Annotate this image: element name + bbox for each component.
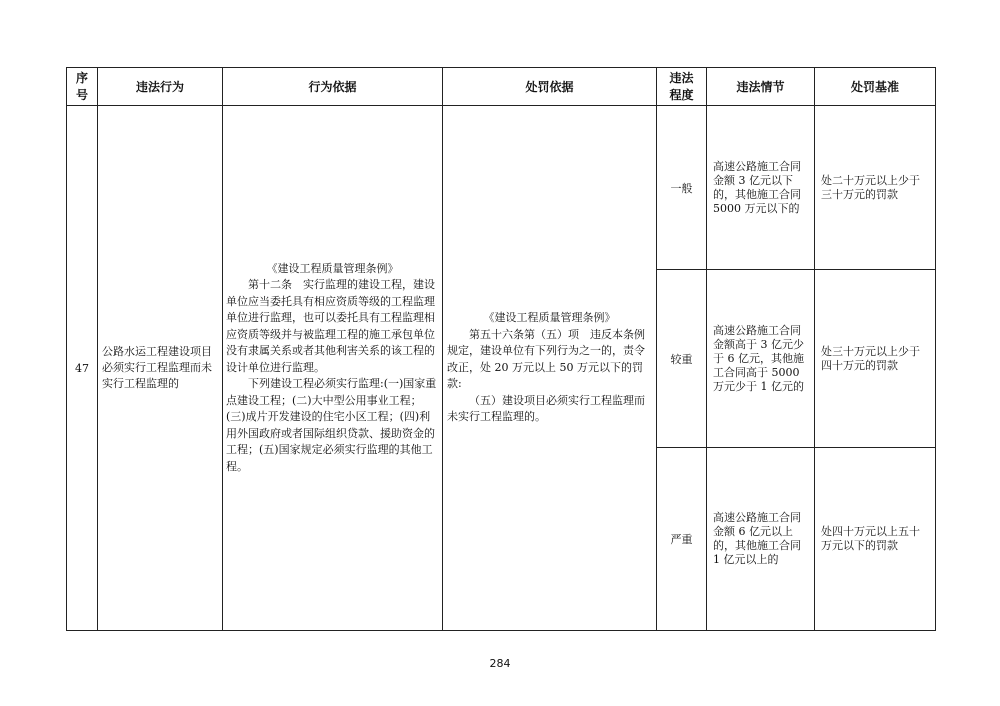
standard-serious: 处三十万元以上少于四十万元的罚款	[815, 270, 936, 448]
penalty-paragraph-2: （五）建设项目必须实行工程监理而未实行工程监理的。	[447, 393, 645, 424]
penalty-standards-table	[66, 67, 936, 631]
degree-general: 一般	[657, 106, 707, 270]
header-seq-line-1: 序	[75, 70, 88, 85]
basis-paragraph-2: 下列建设工程必须实行监理:(一)国家重点建设工程；(二)大中型公用事业工程；(三)成片开发建设的住宅小区工程；(四)利用外国政府或者国际组织贷款、援助资金的工程；(五)国家规定必须实行监理的其他工程。	[226, 377, 437, 473]
situation-general: 高速公路施工合同金额 3 亿元以下的，其他施工合同 5000 万元以下的	[707, 106, 815, 270]
header-degree	[657, 68, 707, 106]
degree-severe: 严重	[657, 448, 707, 631]
header-seq-line-2: 号	[75, 87, 88, 102]
header-situation: 违法情节	[707, 68, 815, 106]
basis-paragraph-1: 第十二条 实行监理的建设工程，建设单位应当委托具有相应资质等级的工程监理单位进行监理，也可以委托具有工程监理相应资质等级并与被监理工程的施工承包单位没有隶属关系或者其他利害关系的该工程的设计单位进行监理。	[226, 278, 435, 374]
situation-serious: 高速公路施工合同金额高于 3 亿元少于 6 亿元，其他施工合同高于 5000 万元少于 1 亿元的	[707, 270, 815, 448]
header-row	[67, 68, 936, 106]
standard-general: 处二十万元以上少于三十万元的罚款	[815, 106, 936, 270]
header-standard: 处罚基准	[815, 68, 936, 106]
header-basis: 行为依据	[223, 68, 443, 106]
header-degree-line-2: 程度	[669, 87, 694, 102]
page-number: 284	[489, 657, 511, 670]
row-act: 公路水运工程建设项目必须实行工程监理而未实行工程监理的	[98, 106, 223, 631]
row-seq: 47	[67, 106, 98, 631]
header-seq	[67, 68, 98, 106]
row-basis	[223, 106, 443, 631]
header-act: 违法行为	[98, 68, 223, 106]
header-degree-line-1: 违法	[669, 70, 694, 85]
penalty-title: 《建设工程质量管理条例》	[483, 311, 616, 325]
standard-severe: 处四十万元以上五十万元以下的罚款	[815, 448, 936, 631]
basis-title: 《建设工程质量管理条例》	[266, 261, 399, 275]
table-row	[67, 106, 936, 270]
penalty-paragraph-1: 第五十六条第（五）项 违反本条例规定，建设单位有下列行为之一的，责令改正，处 20 万元以上 50 万元以下的罚款:	[447, 327, 645, 391]
situation-severe: 高速公路施工合同金额 6 亿元以上的，其他施工合同 1 亿元以上的	[707, 448, 815, 631]
row-penalty-basis	[443, 106, 657, 631]
header-penalty-basis: 处罚依据	[443, 68, 657, 106]
degree-serious: 较重	[657, 270, 707, 448]
